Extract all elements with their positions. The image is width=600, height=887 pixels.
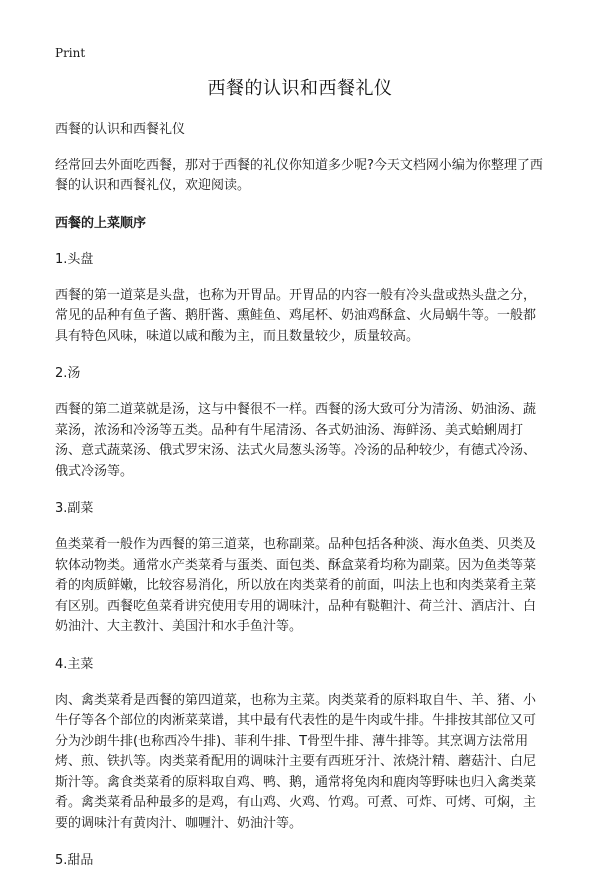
subsection-heading-main-course: 4.主菜 <box>55 656 94 672</box>
document-subtitle: 西餐的认识和西餐礼仪 <box>55 122 186 137</box>
paragraph-side-dish: 鱼类菜肴一般作为西餐的第三道菜，也称副菜。品种包括各种淡、海水鱼类、贝类及软体动物类。通常水产类菜肴与蛋类、面包类、酥盒菜肴均称为副菜。因为鱼类等菜肴的肉质鲜嫩，比较容易消化，所以放在肉类菜肴的前面，叫法上也和肉类菜肴主菜有区别。西餐吃鱼菜肴讲究使用专用的调味汁，品种有鞑靼汁、荷兰汁、酒店汁、白奶油汁、大主教汁、美国汁和水手鱼汁等。 <box>55 537 537 634</box>
print-link[interactable]: Print <box>55 46 86 60</box>
paragraph-soup: 西餐的第二道菜就是汤，这与中餐很不一样。西餐的汤大致可分为清汤、奶油汤、蔬菜汤，浓汤和冷汤等五类。品种有牛尾清汤、各式奶油汤、海鲜汤、美式蛤蜊周打汤、意式蔬菜汤、俄式罗宋汤、法式火局葱头汤等。冷汤的品种较少，有德式冷汤、俄式冷汤等。 <box>55 402 537 479</box>
subsection-heading-appetizer: 1.头盘 <box>55 251 94 267</box>
page-title: 西餐的认识和西餐礼仪 <box>207 78 393 99</box>
intro-paragraph: 经常回去外面吃西餐，那对于西餐的礼仪你知道多少呢?今天文档网小编为你整理了西餐的认识和西餐礼仪，欢迎阅读。 <box>55 157 543 193</box>
subsection-heading-side-dish: 3.副菜 <box>55 501 94 516</box>
paragraph-main-course: 肉、禽类菜肴是西餐的第四道菜，也称为主菜。肉类菜肴的原料取自牛、羊、猪、小牛仔等各个部位的肉淅菜菜谱，其中最有代表性的是牛肉或牛排。牛排按其部位又可分为沙朗牛排(也称西冷牛排)、菲利牛排、T骨型牛排、薄牛排等。其烹调方法常用烤、煎、铁扒等。肉类菜肴配用的调味汁主要有西班牙汁、浓烧汁精、蘑菇汁、白尼斯汁等。禽食类菜肴的原料取自鸡、鸭、鹅，通常将兔肉和鹿肉等野味也归入禽类菜肴。禽类菜肴品种最多的是鸡，有山鸡、火鸡、竹鸡。可煮、可炸、可烤、可焖，主要的调味汁有黄肉汁、咖喱汁、奶油汁等。 <box>55 692 537 831</box>
subsection-heading-dessert: 5.甜品 <box>55 853 94 868</box>
section-heading: 西餐的上菜顺序 <box>55 215 147 231</box>
subsection-heading-soup: 2.汤 <box>55 366 81 381</box>
paragraph-appetizer: 西餐的第一道菜是头盘，也称为开胃品。开胃品的内容一般有冷头盘或热头盘之分，常见的品种有鱼子酱、鹅肝酱、熏鲑鱼、鸡尾杯、奶油鸡酥盒、火局蜗牛等。一般都具有特色风味，味道以咸和酸为主，而且数量较少，质量较高。 <box>55 287 537 344</box>
document-body <box>55 120 545 887</box>
